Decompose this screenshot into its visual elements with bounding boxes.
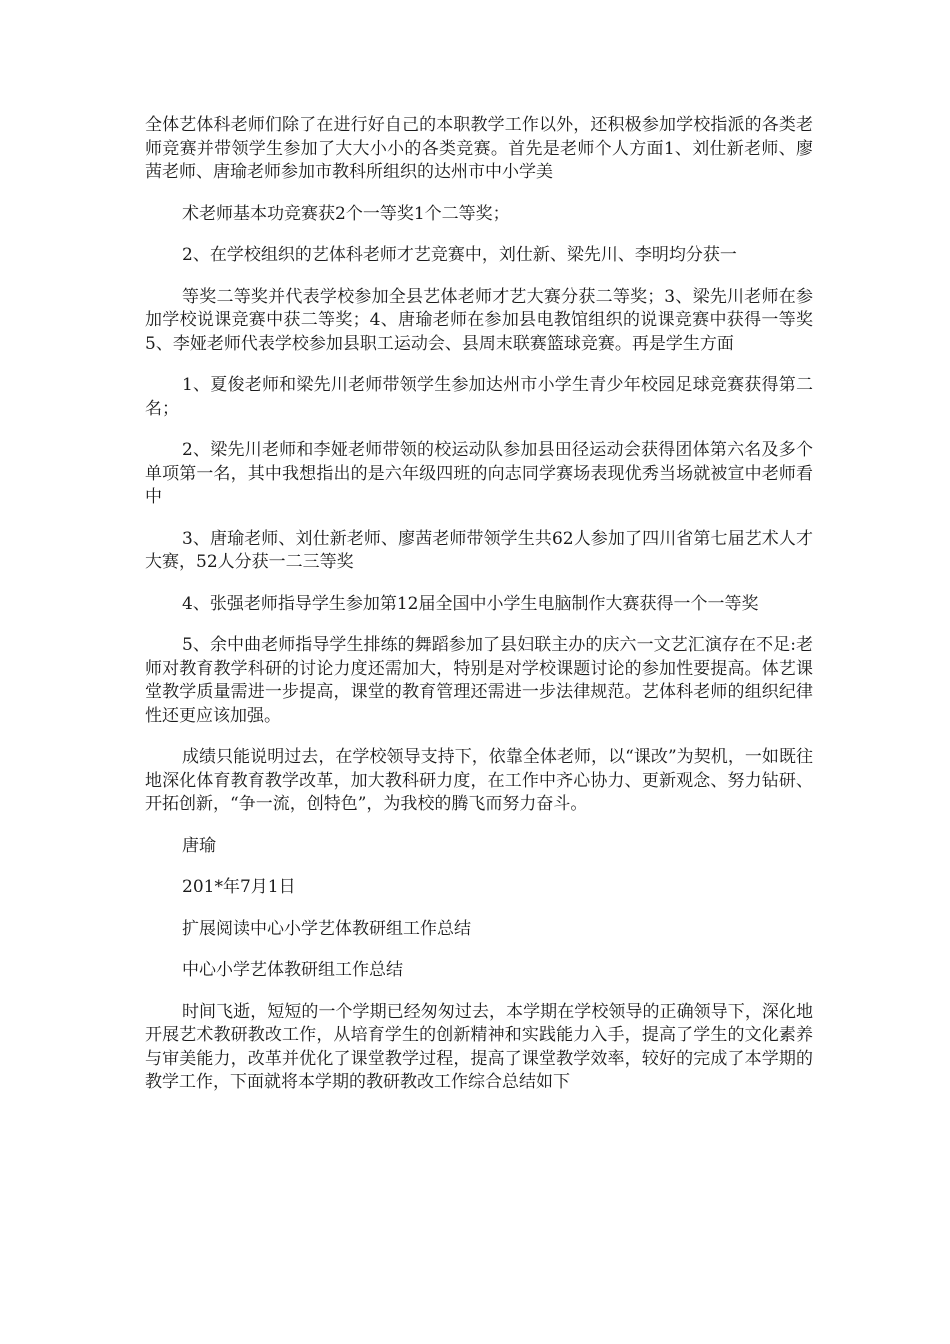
- paragraph-conclusion: 成绩只能说明过去，在学校领导支持下，依靠全体老师，以“课改”为契机，一如既往地深化体育教育教学改革，加大教科研力度，在工作中齐心协力、更新观念、努力钻研、开拓创新，“争一流，创特色”，为我校的腾飞而努力奋斗。: [145, 747, 813, 814]
- paragraph-student-award-3: 3、唐瑜老师、刘仕新老师、廖茜老师带领学生共62人参加了四川省第七届艺术人才大赛，52人分获一二三等奖: [145, 528, 813, 572]
- paragraph-student-award-2: 2、梁先川老师和李娅老师带领的校运动队参加县田径运动会获得团体第六名及多个单项第一名，其中我想指出的是六年级四班的向志同学赛场表现优秀当场就被宣中老师看中: [145, 440, 813, 507]
- paragraph-teacher-award-2: 2、在学校组织的艺体科老师才艺竞赛中，刘仕新、梁先川、李明均分获一: [182, 245, 737, 265]
- paragraph-student-award-4: 4、张强老师指导学生参加第12届全国中小学生电脑制作大赛获得一个一等奖: [182, 593, 759, 614]
- paragraph-student-award-1: 1、夏俊老师和梁先川老师带领学生参加达州市小学生青少年校园足球竞赛获得第二名；: [145, 375, 813, 419]
- signature-name: 唐瑜: [182, 835, 216, 856]
- paragraph-student-award-5: 5、余中曲老师指导学生排练的舞蹈参加了县妇联主办的庆六一文艺汇演存在不足:老师对教育教学科研的讨论力度还需加大，特别是对学校课题讨论的参加性要提高。体艺课堂教学质量需进一步提高，课堂的教育管理还需进一步法律规范。艺体科老师的组织纪律性还更应该加强。: [145, 635, 813, 726]
- paragraph-teacher-award-1: 术老师基本功竞赛获2个一等奖1个二等奖；: [182, 203, 510, 224]
- paragraph-semester-summary: 时间飞逝，短短的一个学期已经匆匆过去，本学期在学校领导的正确领导下，深化地开展艺术教研教改工作，从培育学生的创新精神和实践能力入手，提高了学生的文化素养与审美能力，改革并优化了课堂教学过程，提高了课堂教学效率，较好的完成了本学期的教学工作，下面就将本学期的教研教改工作综合总结如下: [145, 1001, 813, 1092]
- paragraph-intro: 全体艺体科老师们除了在进行好自己的本职教学工作以外，还积极参加学校指派的各类老师竞赛并带领学生参加了大大小小的各类竞赛。首先是老师个人方面1、刘仕新老师、廖茜老师、唐瑜老师参加市教科所组织的达州市中小学美: [145, 115, 813, 182]
- signature-date: 201*年7月1日: [182, 877, 296, 897]
- extended-reading-title: 扩展阅读中心小学艺体教研组工作总结: [182, 918, 471, 939]
- document-body: [145, 114, 813, 1095]
- paragraph-teacher-awards-continued: 等奖二等奖并代表学校参加全县艺体老师才艺大赛分获二等奖；3、梁先川老师在参加学校说课竞赛中获二等奖；4、唐瑜老师在参加县电教馆组织的说课竞赛中获得一等奖5、李娅老师代表学校参加县职工运动会、县周末联赛篮球竞赛。再是学生方面: [145, 286, 813, 354]
- section-title: 中心小学艺体教研组工作总结: [182, 960, 403, 980]
